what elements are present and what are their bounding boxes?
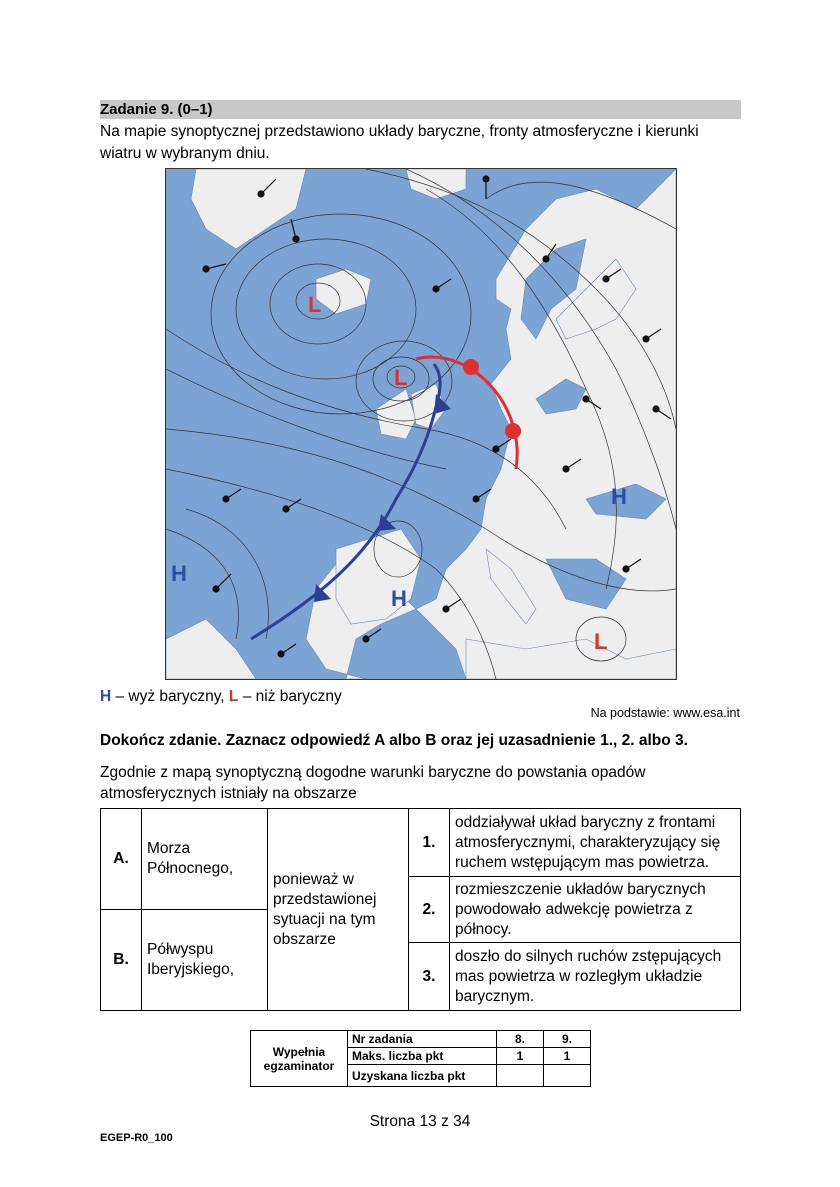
option-b-letter[interactable]: B. xyxy=(101,910,142,1011)
reason-2-text: rozmieszczenie układów barycznych powodowało adwekcję powietrza z północy. xyxy=(450,877,741,943)
reason-1-text: oddziaływał układ baryczny z frontami atmosferycznymi, charakteryzujący się ruchem wstępującym mas powietrza. xyxy=(450,809,741,877)
score-row2-label: Maks. liczba pkt xyxy=(348,1048,497,1065)
legend-high-symbol: H xyxy=(100,688,112,705)
score-label: Wypełnia egzaminator xyxy=(251,1031,348,1087)
low-label: L xyxy=(594,629,608,654)
option-a-text: Morza Północnego, xyxy=(142,809,268,910)
score-row3-v2[interactable] xyxy=(544,1065,591,1087)
high-label: H xyxy=(391,586,407,611)
map-legend xyxy=(100,688,342,706)
exam-code: EGEP-R0_100 xyxy=(100,1132,173,1144)
reason-1-number[interactable]: 1. xyxy=(409,809,450,877)
answer-table xyxy=(100,808,741,1011)
task-intro: Na mapie synoptycznej przedstawiono układy baryczne, fronty atmosferyczne i kierunki wiatru w wybranym dniu. xyxy=(100,123,699,162)
score-row1-label: Nr zadania xyxy=(348,1031,497,1048)
legend-low-text: – niż baryczny xyxy=(238,688,342,705)
task-instruction: Dokończ zdanie. Zaznacz odpowiedź A albo B oraz jej uzasadnienie 1., 2. albo 3. xyxy=(100,732,688,749)
reason-2-number[interactable]: 2. xyxy=(409,877,450,943)
score-table xyxy=(250,1030,591,1087)
high-label: H xyxy=(611,484,627,509)
score-row1-v1: 8. xyxy=(497,1031,544,1048)
reason-3-number[interactable]: 3. xyxy=(409,943,450,1011)
question-stem: Zgodnie z mapą synoptyczną dogodne warunki baryczne do powstania opadów atmosferycznych istniały na obszarze xyxy=(100,764,646,802)
score-row3-v1[interactable] xyxy=(497,1065,544,1087)
score-row3-label: Uzyskana liczba pkt xyxy=(348,1065,497,1087)
score-row1-v2: 9. xyxy=(544,1031,591,1048)
high-label: H xyxy=(171,561,187,586)
score-row2-v1: 1 xyxy=(497,1048,544,1065)
legend-low-symbol: L xyxy=(228,688,239,705)
map-source: Na podstawie: www.esa.int xyxy=(590,706,740,720)
page-number: Strona 13 z 34 xyxy=(369,1113,471,1130)
option-b-text: Półwyspu Iberyjskiego, xyxy=(142,910,268,1011)
low-label: L xyxy=(308,292,322,317)
option-a-letter[interactable]: A. xyxy=(101,809,142,910)
low-label: L xyxy=(394,365,408,390)
task-header: Zadanie 9. (0–1) xyxy=(100,100,741,119)
warm-front-marker xyxy=(505,423,521,439)
because-text: ponieważ w przedstawionej sytuacji na tym obszarze xyxy=(268,809,409,1011)
score-row2-v2: 1 xyxy=(544,1048,591,1065)
reason-3-text: doszło do silnych ruchów zstępujących mas powietrza w rozległym układzie barycznym. xyxy=(450,943,741,1011)
synoptic-map xyxy=(165,168,677,680)
legend-high-text: – wyż baryczny, xyxy=(111,688,229,705)
warm-front-marker xyxy=(463,359,479,375)
